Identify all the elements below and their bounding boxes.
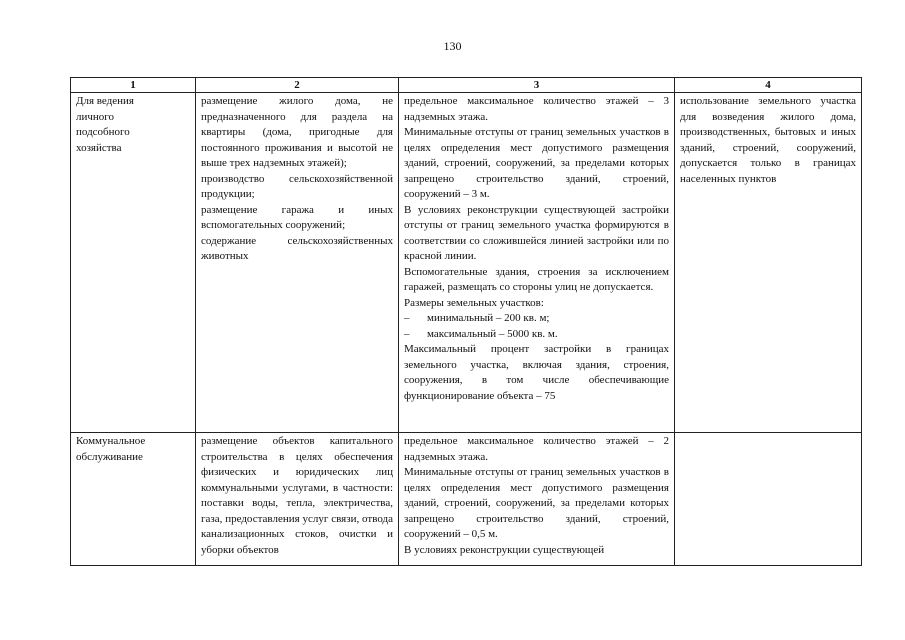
description-paragraph: содержание сельскохозяйственных животных <box>201 234 393 262</box>
regulations-table <box>70 77 862 566</box>
table-row <box>71 93 862 433</box>
parameter-paragraph: предельное максимальное количество этажей – 2 надземных этажа. <box>404 435 669 463</box>
description-paragraph: размещение жилого дома, не предназначенного для раздела на квартиры (дома, пригодные для постоянного проживания и высотой не выше трех надземных этажей); <box>201 95 393 169</box>
restrictions-cell <box>675 433 862 566</box>
page-number: 130 <box>443 39 462 53</box>
column-header-1: 1 <box>71 78 196 93</box>
parameter-paragraph: предельное максимальное количество этажей – 3 надземных этажа. <box>404 95 669 123</box>
permitted-use-description-cell <box>196 433 399 566</box>
parameter-paragraph: Минимальные отступы от границ земельных участков в целях определения мест допустимого размещения зданий, строений, сооружений, за пределами которых запрещено строительство зданий, строений, сооружений – 3 м. <box>404 126 669 200</box>
dash-marker: – <box>404 312 410 324</box>
list-item <box>404 311 669 327</box>
list-item <box>404 327 669 343</box>
parameter-paragraph: В условиях реконструкции существующей застройки отступы от границ земельного участка формируются в соответствии со сложившейся линией застройки или по красной линии. <box>404 203 669 262</box>
parameter-paragraph: Минимальные отступы от границ земельных участков в целях определения мест допустимого размещения зданий, строений, сооружений, за пределами которых запрещено строительство зданий, строений, сооружений – 0,5 м. <box>404 466 669 540</box>
construction-parameters-cell <box>399 93 675 433</box>
land-use-type-line: Коммунальное <box>76 435 146 447</box>
table-row <box>71 433 862 566</box>
construction-parameters-cell <box>399 433 675 566</box>
parameter-paragraph: Максимальный процент застройки в границах земельного участка, включая здания, строения, сооружения, в том числе обеспечивающие функционирование объекта – 75 <box>404 343 669 402</box>
table-header-row <box>71 78 862 93</box>
column-header-4: 4 <box>675 78 862 93</box>
restrictions-text: использование земельного участка для возведения жилого дома, производственных, бытовых и иных зданий, строений, сооружений, допускается только в границах населенных пунктов <box>680 95 856 185</box>
list-item-text: максимальный – 5000 кв. м. <box>427 327 558 340</box>
land-use-type-line: хозяйства <box>76 141 122 154</box>
restrictions-cell <box>675 93 862 433</box>
land-use-type-cell <box>71 433 196 566</box>
parameter-paragraph: Размеры земельных участков: <box>404 296 544 309</box>
description-paragraph: размещение объектов капитального строительства в целях обеспечения физических и юридических лиц коммунальными услугами, в частности: поставки воды, тепла, электричества, газа, предоставления услуг связи, отвода канализационных стоков, очистки и уборки объектов <box>201 435 393 556</box>
land-use-type-line: личного <box>76 110 115 123</box>
description-paragraph: размещение гаража и иных вспомогательных сооружений; <box>201 203 393 231</box>
column-header-3: 3 <box>399 78 675 93</box>
parameter-paragraph: В условиях реконструкции существующей <box>404 543 605 556</box>
parameter-paragraph: Вспомогательные здания, строения за исключением гаражей, размещать со стороны улиц не допускается. <box>404 265 669 293</box>
land-use-type-line: Для ведения <box>76 95 134 107</box>
land-use-type-cell <box>71 93 196 433</box>
land-use-type-line: подсобного <box>76 126 130 138</box>
dash-marker: – <box>404 327 410 340</box>
description-paragraph: производство сельскохозяйственной продукции; <box>201 172 393 200</box>
column-header-2: 2 <box>196 78 399 93</box>
land-use-type-line: обслуживание <box>76 450 143 463</box>
permitted-use-description-cell <box>196 93 399 433</box>
list-item-text: минимальный – 200 кв. м; <box>427 312 550 324</box>
